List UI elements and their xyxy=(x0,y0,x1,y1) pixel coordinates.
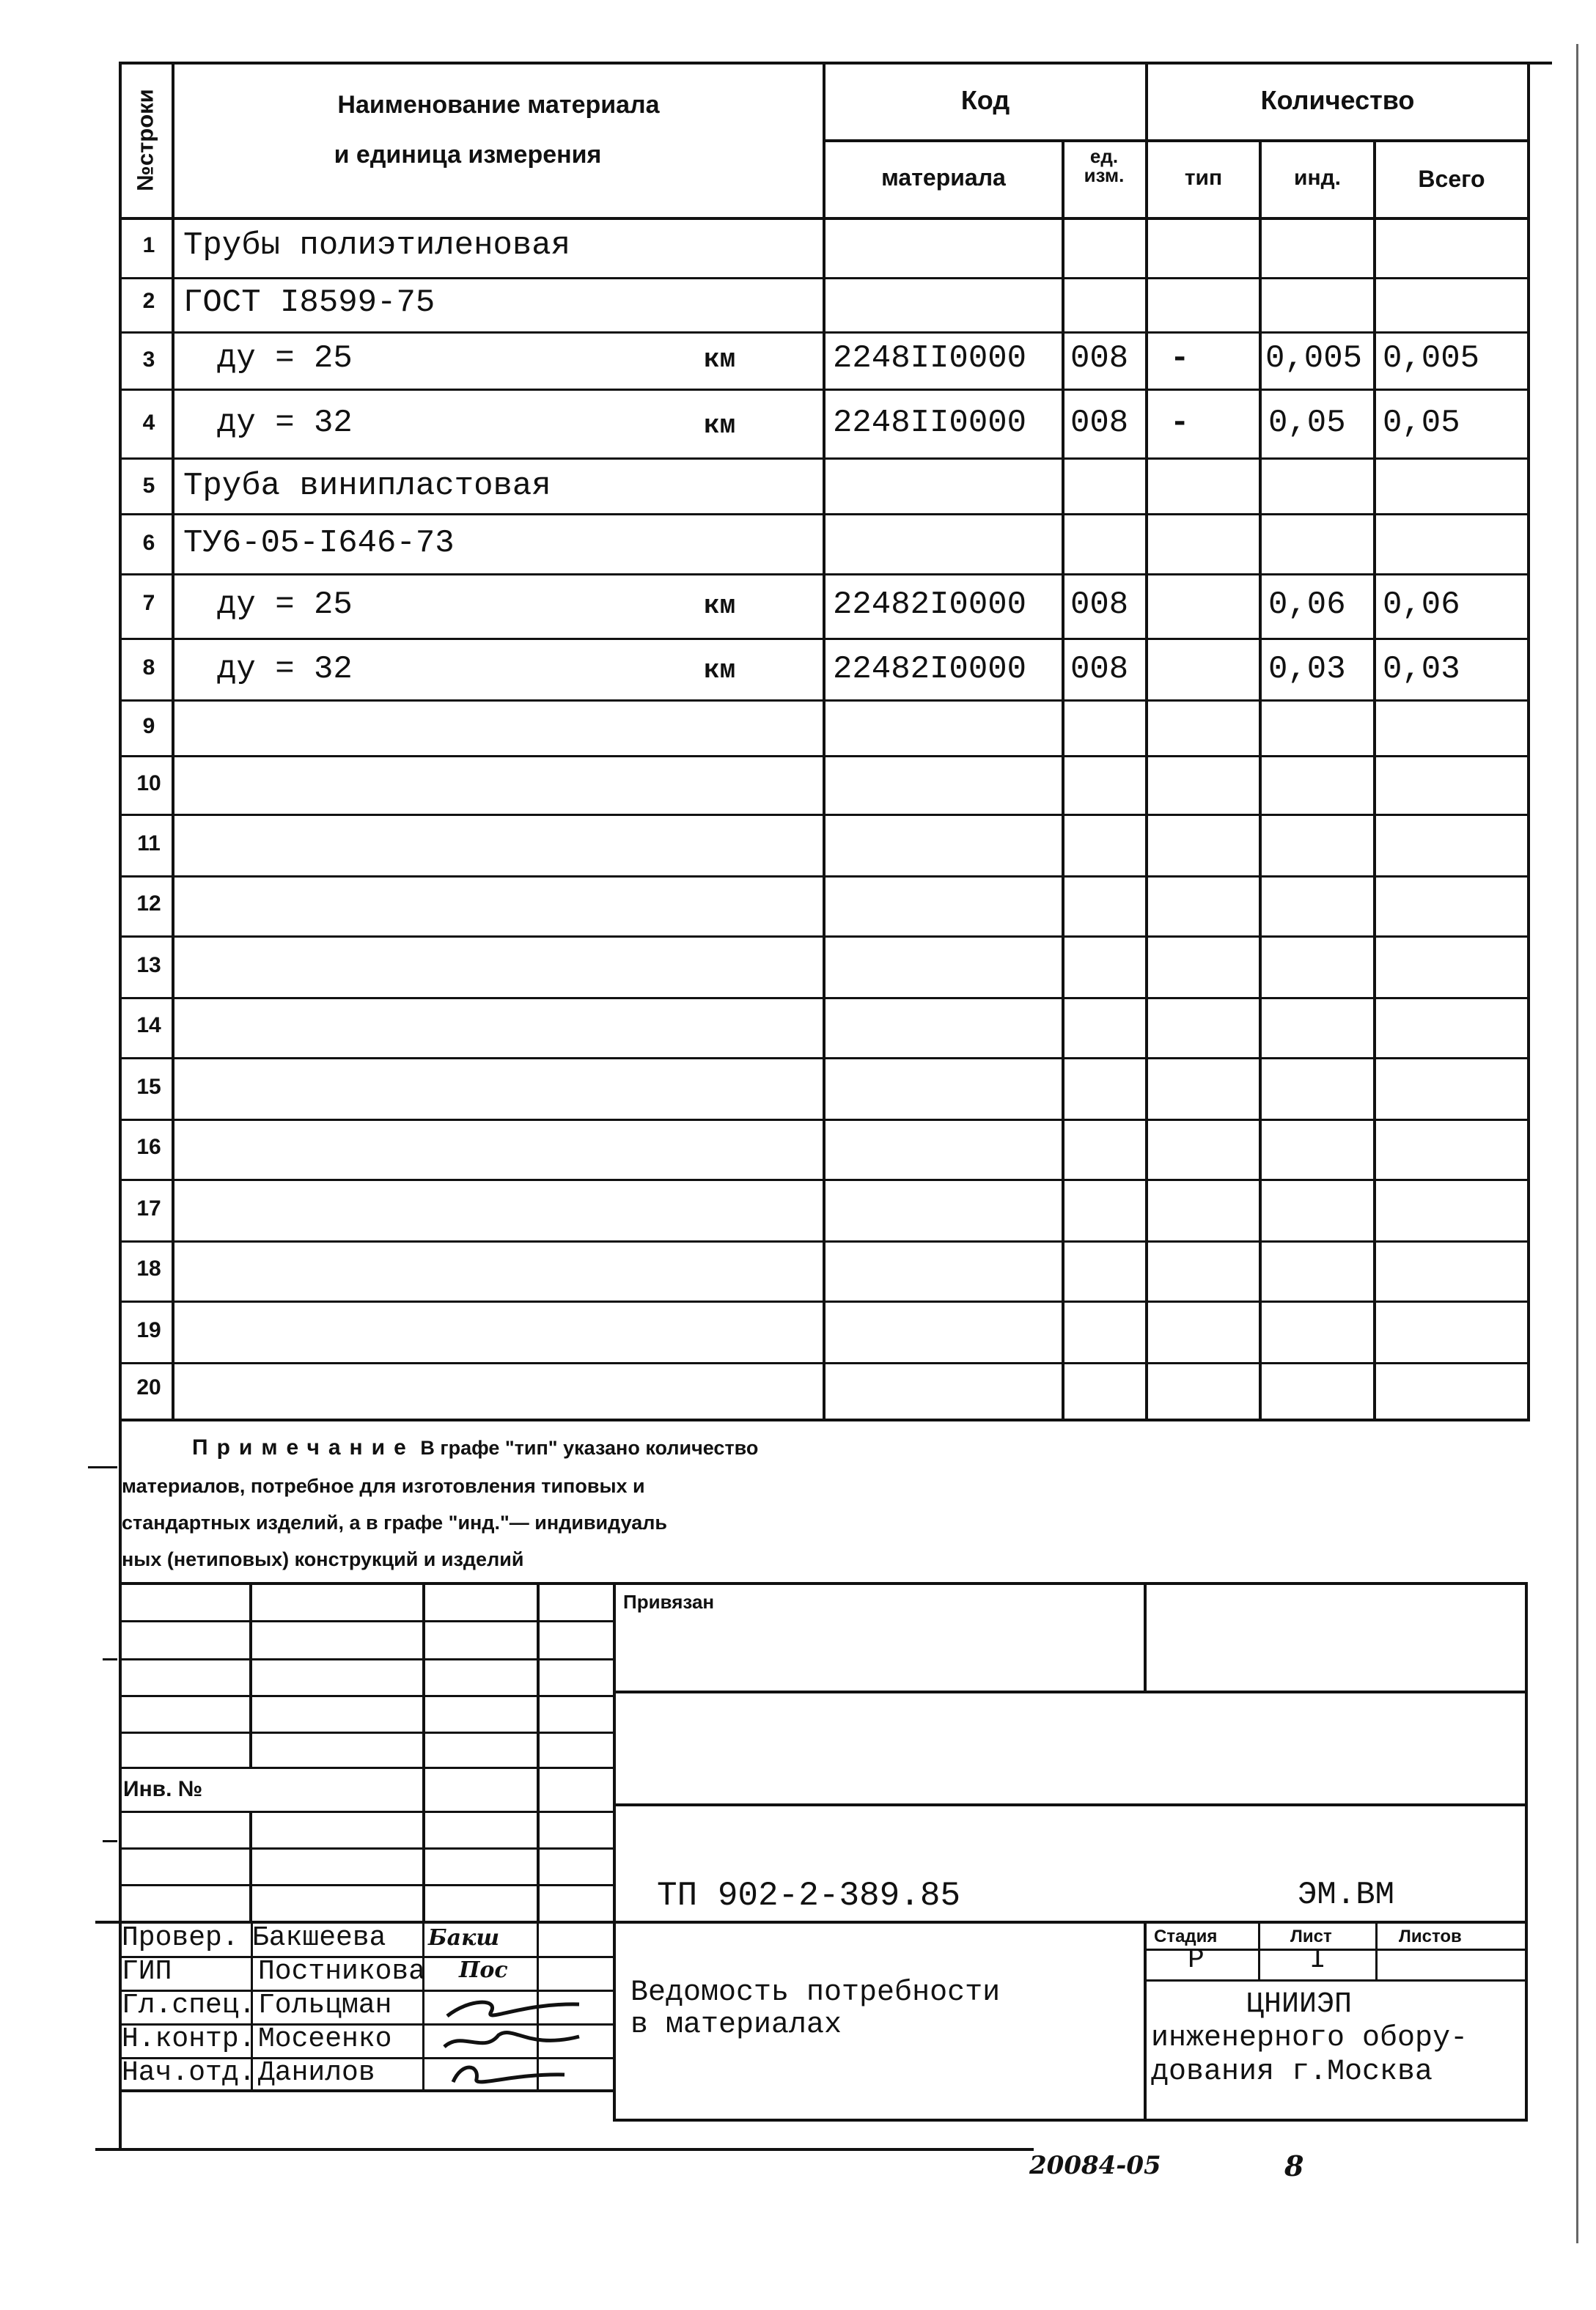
note-line-4: ных (нетиповых) конструкций и изделий xyxy=(122,1548,524,1570)
unit-code: 008 xyxy=(1070,651,1129,688)
code-material-header: материала xyxy=(881,164,1006,191)
handwritten-page: 8 xyxy=(1284,2149,1304,2182)
scan-edge-line xyxy=(1576,44,1578,2243)
signer-name: Мосеенко xyxy=(258,2023,392,2055)
unit: км xyxy=(704,655,736,685)
row-number: 13 xyxy=(136,953,161,977)
document-title-line2: в материалах xyxy=(630,2009,842,2042)
material-code: 22482I0000 xyxy=(833,651,1027,688)
organization-line1: ЦНИИЭП xyxy=(1246,1988,1353,2021)
qty-type-header: тип xyxy=(1184,166,1223,190)
name-header-line1: Наименование материала xyxy=(337,91,660,119)
row-number: 3 xyxy=(142,347,155,372)
signature-scribble xyxy=(440,1995,586,2025)
note-line-2: материалов, потребное для изготовления типовых и xyxy=(122,1475,645,1497)
unit: км xyxy=(704,591,736,621)
row-number: 5 xyxy=(142,474,155,498)
qty-ind: 0,005 xyxy=(1265,340,1363,377)
signature-scribble xyxy=(447,2059,572,2088)
row-number: 15 xyxy=(136,1075,161,1099)
material-name: ду = 25 xyxy=(217,586,353,623)
handwritten-number: 20084-05 xyxy=(1029,2151,1161,2180)
qty-total: 0,005 xyxy=(1383,340,1480,377)
sheet-value: I xyxy=(1309,1944,1326,1976)
row-number: 6 xyxy=(142,531,155,555)
row-number: 17 xyxy=(136,1196,161,1221)
row-number: 10 xyxy=(136,771,161,795)
material-name: ТУ6-05-I646-73 xyxy=(183,525,455,562)
qty-ind: 0,05 xyxy=(1268,405,1346,441)
row-number: 14 xyxy=(136,1013,161,1037)
unit: км xyxy=(704,345,736,375)
code-group-header: Код xyxy=(960,85,1010,115)
code-unit-header: ед. изм. xyxy=(1084,145,1125,186)
signer-name: Бакшеева xyxy=(252,1922,386,1954)
signer-role: ГИП xyxy=(122,1956,172,1987)
note-label: Примечание xyxy=(192,1435,415,1460)
material-name: Труба винипластовая xyxy=(183,468,551,504)
unit: км xyxy=(704,411,736,441)
row-number: 8 xyxy=(142,655,155,680)
sheet-label: Лист xyxy=(1290,1927,1332,1946)
material-name: ду = 32 xyxy=(217,651,353,688)
row-number: 4 xyxy=(142,411,155,435)
signature-scribble xyxy=(440,2025,586,2057)
privyazan-label: Привязан xyxy=(623,1591,715,1613)
qty-ind: 0,03 xyxy=(1268,651,1346,688)
unit-code: 008 xyxy=(1070,340,1129,377)
qty-total: 0,06 xyxy=(1383,586,1460,623)
table-left-border xyxy=(119,62,122,2148)
row-number: 2 xyxy=(142,289,155,313)
table-top-border xyxy=(119,62,1552,65)
qty-type: - xyxy=(1170,405,1190,441)
signer-role: Провер. xyxy=(122,1922,239,1954)
material-name: ГОСТ I8599-75 xyxy=(183,284,435,321)
organization-line2: инженерного обору- xyxy=(1151,2022,1468,2055)
qty-type: - xyxy=(1170,340,1190,377)
material-name: ду = 32 xyxy=(217,405,353,441)
qty-total: 0,05 xyxy=(1383,405,1460,441)
qty-total: 0,03 xyxy=(1383,651,1460,688)
stage-label: Стадия xyxy=(1154,1927,1218,1946)
unit-code: 008 xyxy=(1070,586,1129,623)
row-number: 18 xyxy=(136,1257,161,1281)
document-title-line1: Ведомость потребности xyxy=(630,1976,1001,2009)
note-line-1 xyxy=(192,1435,758,1460)
qty-group-header: Количество xyxy=(1260,85,1415,115)
qty-total-header: Всего xyxy=(1418,166,1485,192)
row-number: 1 xyxy=(142,233,155,257)
signer-name: Постникова xyxy=(258,1956,426,1987)
row-number: 16 xyxy=(136,1135,161,1159)
note-line-3: стандартных изделий, а в графе "инд."— индивидуаль xyxy=(122,1512,668,1534)
stage-value: Р xyxy=(1188,1944,1205,1976)
row-number: 11 xyxy=(137,831,161,856)
inventory-number-label: Инв. № xyxy=(123,1777,203,1801)
material-code: 22482I0000 xyxy=(833,586,1027,623)
document-code: ТП 902-2-389.85 xyxy=(657,1877,961,1915)
row-number: 20 xyxy=(136,1375,161,1399)
signer-role: Н.контр. xyxy=(122,2023,256,2055)
name-header-line2: и единица измерения xyxy=(334,141,602,169)
material-name: Трубы полиэтиленовая xyxy=(183,227,571,264)
organization-line3: дования г.Москва xyxy=(1151,2056,1433,2089)
row-number: 19 xyxy=(136,1318,161,1342)
signature: Пос xyxy=(459,1957,508,1983)
qty-ind: 0,06 xyxy=(1268,586,1346,623)
row-number: 12 xyxy=(136,891,161,916)
unit-code: 008 xyxy=(1070,405,1129,441)
row-number: 7 xyxy=(142,591,155,615)
signer-name: Гольцман xyxy=(258,1990,392,2021)
signer-role: Гл.спец. xyxy=(122,1990,256,2021)
qty-ind-header: инд. xyxy=(1294,166,1341,190)
row-number: 9 xyxy=(142,714,155,738)
material-code: 2248II0000 xyxy=(833,405,1027,441)
note-line-1-text: В графе "тип" указано количество xyxy=(420,1437,759,1459)
signature: Бакш xyxy=(428,1925,500,1951)
sheets-label: Листов xyxy=(1399,1927,1462,1946)
signer-role: Нач.отд. xyxy=(122,2057,256,2089)
signer-name: Данилов xyxy=(258,2057,375,2089)
row-number-header: №строки xyxy=(133,89,158,191)
material-name: ду = 25 xyxy=(217,340,353,377)
material-code: 2248II0000 xyxy=(833,340,1027,377)
document-mark: ЭМ.ВМ xyxy=(1298,1877,1395,1913)
table-right-border xyxy=(1527,62,1530,1421)
